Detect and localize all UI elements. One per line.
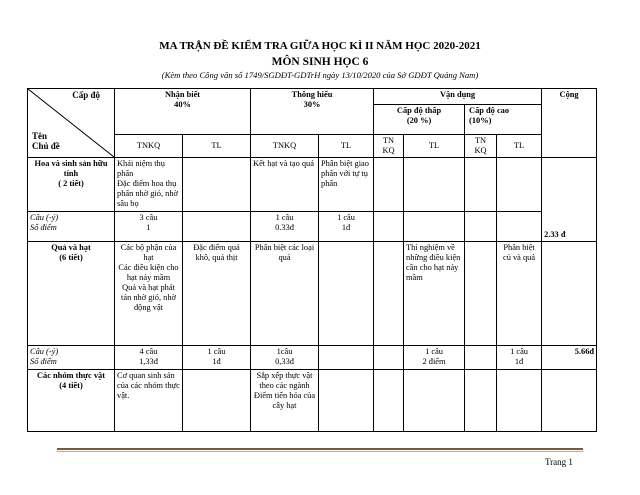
document-title: MA TRẬN ĐỀ KIỂM TRA GIỮA HỌC KÌ II NĂM HỌC 2020-2021 bbox=[159, 40, 481, 52]
table-cell: Sắp xếp thực vật theo các ngành Điểm tiến hóa của cây hạt bbox=[251, 370, 319, 432]
sub-header-tnkq: TN KQ bbox=[374, 135, 404, 158]
sub-header-tl: TL bbox=[183, 135, 251, 158]
topic-name: Hoa và sinh sản hữu tính ( 2 tiết) bbox=[28, 158, 115, 212]
table-cell bbox=[319, 346, 374, 370]
table-cell: Kết hạt và tạo quả bbox=[251, 158, 319, 212]
footer-divider bbox=[57, 448, 583, 450]
topic-total: 5.66đ bbox=[542, 346, 597, 370]
cap-do-thap-header: Cấp độ thấp (20 %) bbox=[374, 105, 465, 135]
table-cell bbox=[465, 346, 497, 370]
table-cell bbox=[374, 370, 404, 432]
table-cell: 1 câu 2 điểm bbox=[404, 346, 465, 370]
table-cell bbox=[497, 158, 542, 212]
table-cell bbox=[183, 370, 251, 432]
table-cell bbox=[319, 370, 374, 432]
table-cell: 1 câu 1đ bbox=[497, 346, 542, 370]
subject-title: MÔN SINH HỌC 6 bbox=[271, 56, 369, 68]
table-cell bbox=[183, 212, 251, 242]
table-cell bbox=[374, 346, 404, 370]
table-cell: Thí nghiệm về những điều kiện cần cho hạt nảy mầm bbox=[404, 242, 465, 346]
table-cell: Phân biệt các loại quả bbox=[251, 242, 319, 346]
table-cell: Các bộ phận của hạt Các điều kiện cho hạt nảy mầm Quả và hạt phát tán nhờ gió, nhờ động vật bbox=[115, 242, 183, 346]
table-cell bbox=[374, 242, 404, 346]
score-label: Câu (-ý) Số điểm bbox=[28, 212, 115, 242]
table-cell: 1 câu 1đ bbox=[319, 212, 374, 242]
table-cell bbox=[319, 242, 374, 346]
table-cell bbox=[404, 212, 465, 242]
sub-header-tnkq: TNKQ bbox=[251, 135, 319, 158]
table-cell bbox=[465, 158, 497, 212]
table-cell: Phân biệt giao phấn với tự tụ phấn bbox=[319, 158, 374, 212]
sub-header-tl: TL bbox=[497, 135, 542, 158]
sub-header-tnkq: TNKQ bbox=[115, 135, 183, 158]
score-label: Câu (-ý) Số điểm bbox=[28, 346, 115, 370]
van-dung-header: Vận dụng bbox=[374, 89, 542, 105]
table-cell bbox=[183, 158, 251, 212]
topic-name: Các nhóm thực vật (4 tiết) bbox=[28, 370, 115, 432]
nhan-biet-header: Nhận biết 40% bbox=[115, 89, 251, 135]
corner-header-cell bbox=[28, 89, 115, 158]
table-cell bbox=[542, 242, 597, 346]
table-cell bbox=[465, 370, 497, 432]
table-cell: 1 câu 1đ bbox=[183, 346, 251, 370]
sub-header-tl: TL bbox=[319, 135, 374, 158]
table-cell: 1 câu 0.33đ bbox=[251, 212, 319, 242]
level-label: Cấp độ bbox=[72, 90, 100, 100]
table-cell bbox=[404, 370, 465, 432]
sub-header-tnkq: TN KQ bbox=[465, 135, 497, 158]
page-number: Trang 1 bbox=[545, 457, 573, 467]
table-cell bbox=[374, 212, 404, 242]
assessment-matrix-table bbox=[27, 88, 597, 432]
topic-total: 2.33 đ bbox=[542, 158, 597, 242]
table-cell: Phân biệt củ và quả bbox=[497, 242, 542, 346]
topic-label: Tên Chủ đề bbox=[32, 131, 60, 151]
document-subtitle: (Kèm theo Công văn số 1749/SGDĐT-GDTrH ngày 13/10/2020 của Sở GDĐT Quảng Nam) bbox=[161, 70, 479, 80]
table-cell bbox=[465, 212, 497, 242]
table-cell bbox=[374, 158, 404, 212]
table-cell: Đặc điểm quả khô, quả thịt bbox=[183, 242, 251, 346]
thong-hieu-header: Thông hiểu 30% bbox=[251, 89, 374, 135]
table-cell bbox=[497, 370, 542, 432]
cap-do-cao-header: Cấp độ cao (10%) bbox=[465, 105, 542, 135]
topic-name: Quả và hạt (6 tiết) bbox=[28, 242, 115, 346]
table-cell bbox=[465, 242, 497, 346]
table-cell bbox=[542, 370, 597, 432]
table-cell: Cơ quan sinh sản của các nhóm thực vật. bbox=[115, 370, 183, 432]
table-cell bbox=[497, 212, 542, 242]
table-cell: 1câu 0,33đ bbox=[251, 346, 319, 370]
table-cell bbox=[404, 158, 465, 212]
footer-divider-shadow bbox=[57, 451, 583, 452]
table-cell: 3 câu 1 bbox=[115, 212, 183, 242]
table-cell: Khái niệm thụ phấn Đặc điểm hoa thụ phấn nhờ gió, nhờ sâu bọ bbox=[115, 158, 183, 212]
table-cell: 4 câu 1,33đ bbox=[115, 346, 183, 370]
sub-header-tl: TL bbox=[404, 135, 465, 158]
cong-header: Cộng bbox=[542, 89, 597, 158]
